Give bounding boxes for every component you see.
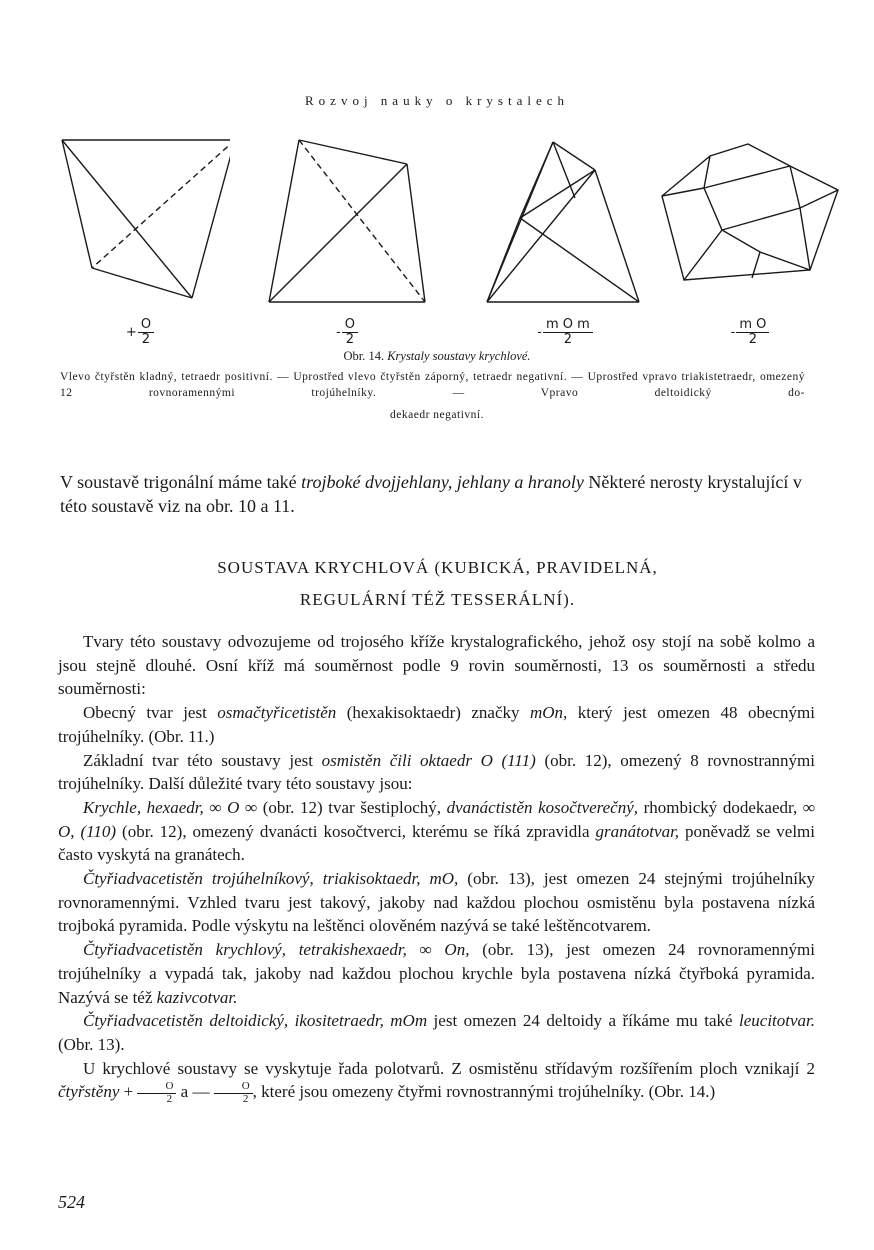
figure-caption-last-line: dekaedr negativní. xyxy=(390,409,484,421)
triakistetrahedron-drawing xyxy=(475,128,655,318)
figure-caption-title: Obr. 14. Krystaly soustavy krychlové. xyxy=(343,349,531,363)
edge xyxy=(595,170,639,302)
edge xyxy=(553,142,595,170)
trigonal-paragraph: V soustavě trigonální máme také trojboké dvojjehlany, jehlany a hranoly Některé nerosty krystalující v této soustavě viz na obr. 10 a 11. xyxy=(60,472,802,516)
edge xyxy=(722,208,800,230)
edge xyxy=(487,170,595,302)
edge xyxy=(684,230,722,280)
figure-caption-text: Vlevo čtyřstěn kladný, tetraedr positivní. — Uprostřed vlevo čtyřstěn záporný, tetraedr negativní. — Uprostřed vpravo triakistetraedr, omezený 12 rovnoramennými trojúhelníky. — Vpravo deltoidický do- xyxy=(60,371,805,399)
section-heading: SOUSTAVA KRYCHLOVÁ (KUBICKÁ, PRAVIDELNÁ, REGULÁRNÍ TÉŽ TESSERÁLNÍ). xyxy=(217,558,658,609)
paragraph: Čtyřiadvacetistěn krychlový, tetrakishexaedr, ∞ On, (obr. 13), jest omezen 24 rovnoramennými trojúhelníky a vypadá tak, jakoby nad každou plochou krychle byla postavena nízká čtyřboká pyramida. Nazývá se též kazivcotvar. xyxy=(58,940,815,1007)
edge xyxy=(704,188,722,230)
negative-tetrahedron-drawing xyxy=(257,128,437,318)
edge xyxy=(192,140,230,298)
edge xyxy=(722,230,760,252)
edge xyxy=(269,140,299,302)
positive-tetrahedron-drawing xyxy=(50,128,230,318)
figure-deltoid-dodecahedron xyxy=(660,128,840,358)
edge xyxy=(800,208,810,270)
paragraph: U krychlové soustavy se vyskytuje řada polotvarů. Z osmistěnu střídavým rozšířením ploch vznikají 2 čtyřstěny + $\frac{O}{2}$ a — $\frac{O}{2}$ , které jsou omezeny čtyřmi rovnostrannými trojúhelníky. (Obr. 14.) xyxy=(58,1058,815,1105)
edge xyxy=(487,218,520,302)
paragraph: Čtyřiadvacetistěn deltoidický, ikositetraedr, mOm jest omezen 24 deltoidy a říkáme mu také leucitotvar. (Obr. 13). xyxy=(58,1011,816,1054)
paragraph: Tvary této soustavy odvozujeme od trojosého kříže krystalografického, jehož osy stojí na sobě kolmo a jsou stejně dlouhé. Osní kříž má souměrnost podle 9 rovin souměrnosti, 13 os souměrnosti a středu souměrnosti: xyxy=(58,632,815,699)
page-number: 524 xyxy=(58,1192,85,1212)
paragraph: Čtyřiadvacetistěn trojúhelníkový, triakisoktaedr, mO, (obr. 13), jest omezen 24 stejnými trojúhelníky rovnoramennými. Vzhled tvaru jest takový, jakoby nad každou plochou osmistěnu byla postavena nízká trojboká pyramida. Podle výskytu na leštěnci olověném nazývá se také leštěncotvarem. xyxy=(58,869,815,936)
edge xyxy=(662,188,704,196)
deltoid-dodecahedron-drawing xyxy=(660,128,840,318)
figure-label-negative: - $\frac{O}{2}$ xyxy=(257,318,437,346)
edge xyxy=(520,218,639,302)
edge xyxy=(299,140,407,164)
edge xyxy=(92,268,192,298)
figure-label-deltoid: - $\frac{\text{m O}}{2}$ xyxy=(660,318,840,346)
paragraph: Základní tvar této soustavy jest osmistěn čili oktaedr O (111) (obr. 12), omezený 8 rovnostrannými trojúhelníky. Další důležité tvary této soustavy jsou: xyxy=(58,750,815,794)
outline xyxy=(662,144,838,280)
figure-label-triakistetrahedron: - $\frac{\text{m O m}}{2}$ xyxy=(475,318,655,346)
edge xyxy=(62,140,192,298)
running-head: Rozvoj nauky o krystalech xyxy=(305,93,569,108)
hidden-edge xyxy=(92,140,230,268)
edge xyxy=(790,166,800,208)
figure-positive-tetrahedron xyxy=(50,128,230,358)
paragraph: Krychle, hexaedr, ∞ O ∞ (obr. 12) tvar šestiplochý, dvanáctistěn kosočtverečný, rhombický dodekaedr, ∞ O, (110) (obr. 12), omezený dvanácti kosočtverci, kterému se říká zpravidla granátotvar, poněvadž se velmi často vyskytá na granátech. xyxy=(58,797,816,865)
edge xyxy=(269,164,407,302)
figure-triakistetrahedron xyxy=(475,128,655,358)
paragraph: Obecný tvar jest osmačtyřicetistěn (hexakisoktaedr) značky mOn, který jest omezen 48 obecnými trojúhelníky. (Obr. 11.) xyxy=(58,703,816,746)
edge xyxy=(520,142,553,218)
edge xyxy=(407,164,425,302)
body-text xyxy=(58,630,815,1106)
figure-label-positive: + $\frac{O}{2}$ xyxy=(50,318,230,346)
edge xyxy=(704,166,790,188)
figure-negative-tetrahedron xyxy=(257,128,437,358)
figure-14 xyxy=(50,128,840,358)
edge xyxy=(760,252,810,270)
